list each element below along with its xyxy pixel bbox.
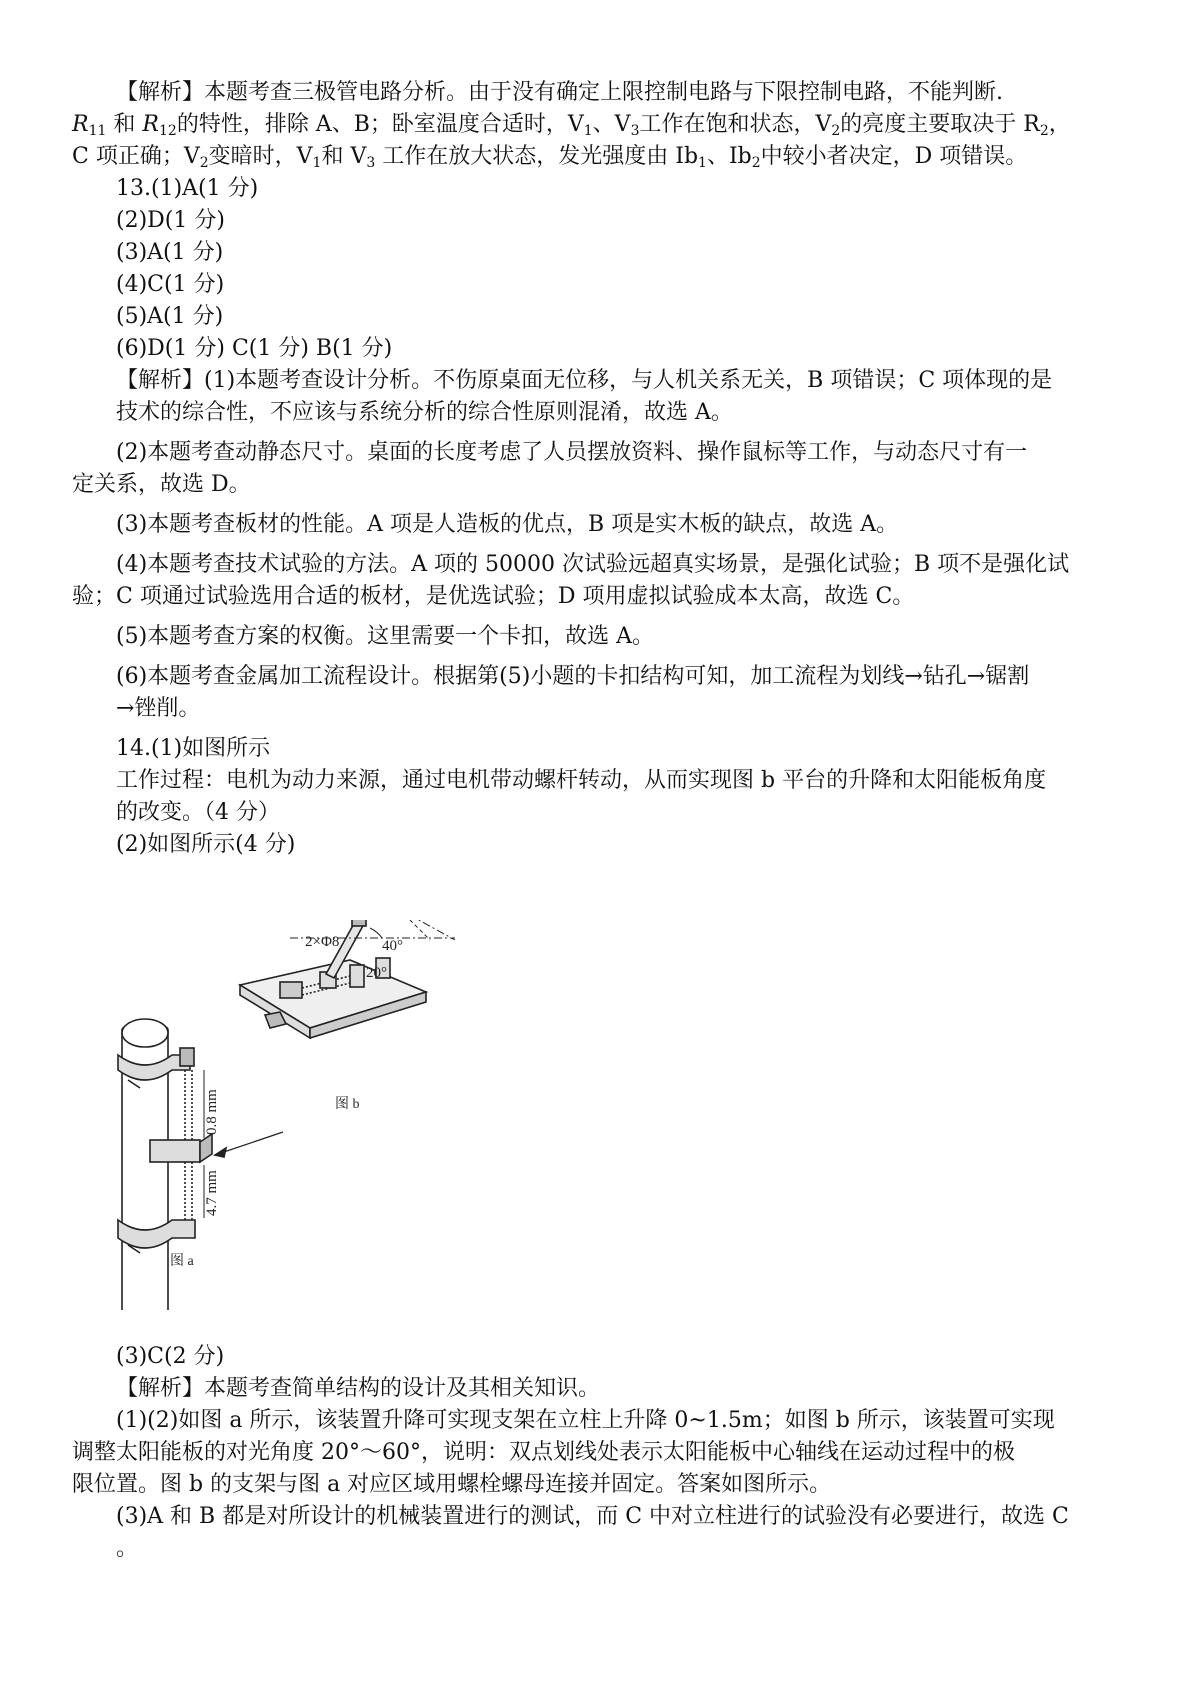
answer-13-3: (3)A(1 分) — [116, 240, 224, 265]
answer-14-3: (3)C(2 分) — [116, 1344, 225, 1369]
explanation-13-2b: 定关系，故选 D。 — [72, 472, 251, 497]
figure-a-label: 图 a — [170, 1254, 194, 1269]
answer-13-5: (5)A(1 分) — [116, 304, 224, 329]
answer-14-1: 14.(1)如图所示 — [116, 736, 271, 761]
explanation-13-4: (4)本题考查技术试验的方法。A 项的 50000 次试验远超真实场景，是强化试验；B 项不是强化试 — [116, 552, 1070, 577]
analysis-line-2: $R_{11}$ 和 $R_{12}$的特性，排除 A、B；卧室温度合适时，$V_1$、$V_3$工作在饱和状态，$V_2$的亮度主要取决于 $R_2$， — [72, 112, 1071, 139]
analysis-line-3: C 项正确；$V_2$变暗时，$V_1$和 $V_3$ 工作在放大状态，发光强度由 $Ib_1$、$Ib_2$中较小者决定，D 项错误。 — [72, 144, 1028, 171]
explanation-14-1b: 调整太阳能板的对光角度 20°～60°，说明：双点划线处表示太阳能板中心轴线在运动过程中的极 — [72, 1440, 1015, 1465]
explanation-14-3: (3)A 和 B 都是对所设计的机械装置进行的测试，而 C 中对立柱进行的试验没有必要进行，故选 C — [116, 1504, 1069, 1529]
explanation-14-1: (1)(2)如图 a 所示，该装置升降可实现支架在立柱上升降 0~1.5m；如图 b 所示，该装置可实现 — [116, 1408, 1055, 1433]
dim-40-label: 40° — [382, 938, 403, 954]
explanation-14-title: 【解析】本题考查简单结构的设计及其相关知识。 — [116, 1376, 601, 1401]
explanation-13-5: (5)本题考查方案的权衡。这里需要一个卡扣，故选 A。 — [116, 624, 655, 649]
explanation-13-3: (3)本题考查板材的性能。A 项是人造板的优点，B 项是实木板的缺点，故选 A。 — [116, 512, 899, 537]
mechanism-figure — [100, 920, 530, 1320]
dim-20-label: 20° — [366, 965, 387, 981]
explanation-13-6b: →锉削。 — [116, 696, 201, 721]
explanation-13-6: (6)本题考查金属加工流程设计。根据第(5)小题的卡扣结构可知，加工流程为划线→钻孔→锯割 — [116, 664, 1030, 689]
figure-b-label: 图 b — [335, 1097, 360, 1112]
dim-holes-label: 2×Φ8 — [305, 934, 340, 950]
analysis-line-1: 【解析】本题考查三极管电路分析。由于没有确定上限控制电路与下限控制电路，不能判断. — [116, 80, 1003, 105]
dim-08-label: 0.8 mm — [204, 1089, 220, 1135]
answer-14-2: (2)如图所示(4 分) — [116, 832, 296, 857]
answer-14-process-b: 的改变。（4 分） — [116, 800, 280, 825]
explanation-14-3b: 。 — [116, 1536, 139, 1561]
answer-13-4: (4)C(1 分) — [116, 272, 225, 297]
answer-13-2: (2)D(1 分) — [116, 208, 225, 233]
answer-13-1: 13.(1)A(1 分) — [116, 176, 259, 201]
explanation-13-2: (2)本题考查动静态尺寸。桌面的长度考虑了人员摆放资料、操作鼠标等工作，与动态尺寸有一 — [116, 440, 1028, 465]
dim-47-label: 4.7 mm — [204, 1170, 220, 1216]
answer-13-6: (6)D(1 分) C(1 分) B(1 分) — [116, 336, 393, 361]
explanation-14-1c: 限位置。图 b 的支架与图 a 对应区域用螺栓螺母连接并固定。答案如图所示。 — [72, 1472, 832, 1497]
explanation-13-4b: 验；C 项通过试验选用合适的板材，是优选试验；D 项用虚拟试验成本太高，故选 C。 — [72, 584, 915, 609]
explanation-13-1: 【解析】(1)本题考查设计分析。不伤原桌面无位移，与人机关系无关，B 项错误；C 项体现的是 — [116, 368, 1053, 393]
answer-14-process: 工作过程：电机为动力来源，通过电机带动螺杆转动，从而实现图 b 平台的升降和太阳能板角度 — [116, 768, 1047, 793]
explanation-13-1b: 技术的综合性，不应该与系统分析的综合性原则混淆，故选 A。 — [116, 400, 733, 425]
